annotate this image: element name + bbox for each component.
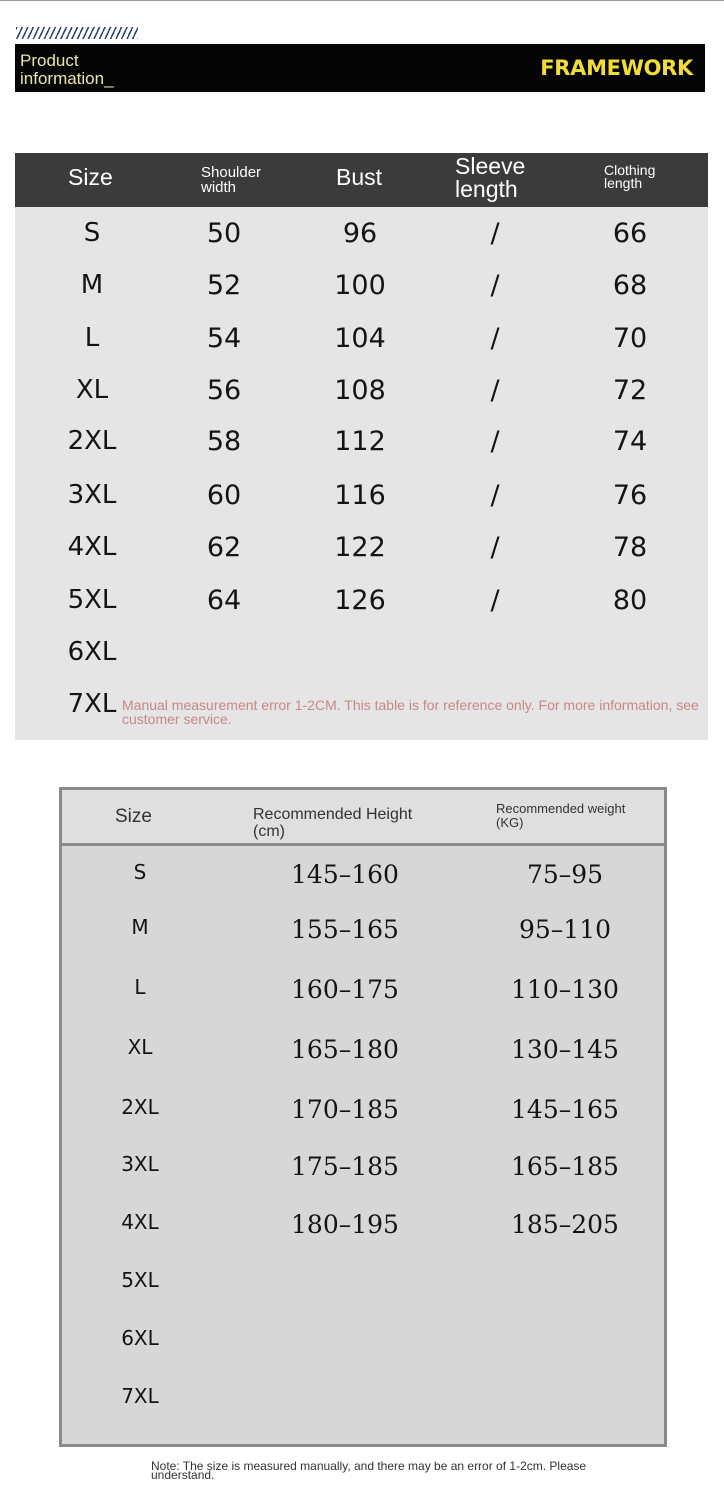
cell-shoulder: 62 <box>206 532 242 563</box>
header-sleeve-length: Sleeve length <box>455 153 526 202</box>
product-info-title: Product information_ <box>20 51 114 88</box>
cell-sleeve: / <box>490 532 500 563</box>
size-chart-table <box>15 153 708 740</box>
cell-bust: 96 <box>342 218 378 249</box>
cell-clothing: 66 <box>612 218 648 249</box>
cell-weight: 185–205 <box>511 1210 619 1239</box>
cell-height: 155–165 <box>291 915 399 944</box>
cell-shoulder: 60 <box>206 480 242 511</box>
size-chart-header <box>15 153 708 207</box>
cell-size: 4XL <box>67 532 117 562</box>
cell-height: 180–195 <box>291 1210 399 1239</box>
header-recommended-weight: Recommended weight (KG) <box>496 801 626 830</box>
cell-size: 2XL <box>121 1095 159 1119</box>
cell-weight: 75–95 <box>526 860 604 889</box>
cell-size: M <box>80 270 104 300</box>
cell-size: 5XL <box>121 1268 159 1292</box>
header-bust: Bust <box>336 164 383 190</box>
header-size: Size <box>115 806 152 827</box>
cell-shoulder: 64 <box>206 585 242 616</box>
cell-shoulder: 50 <box>206 218 242 249</box>
cell-sleeve: / <box>490 323 500 354</box>
cell-size: 7XL <box>67 689 117 719</box>
header-shoulder-width: Shoulder width <box>201 164 262 196</box>
cell-clothing: 70 <box>612 323 648 354</box>
cell-weight: 110–130 <box>511 975 619 1004</box>
cell-sleeve: / <box>490 480 500 511</box>
cell-shoulder: 58 <box>206 426 242 457</box>
cell-size: M <box>131 915 149 939</box>
header-recommended-height: Recommended Height (cm) <box>253 806 413 840</box>
cell-clothing: 78 <box>612 532 648 563</box>
cell-size: L <box>84 323 100 353</box>
measurement-note: Manual measurement error 1-2CM. This table is for reference only. For more information, see customer service. <box>122 697 699 727</box>
cell-size: 5XL <box>67 585 117 615</box>
cell-size: S <box>83 218 101 248</box>
cell-size: 3XL <box>67 480 117 510</box>
cell-size: L <box>134 975 146 999</box>
cell-sleeve: / <box>490 585 500 616</box>
header-size: Size <box>68 164 113 190</box>
cell-bust: 108 <box>334 375 386 406</box>
recommendation-header <box>62 790 664 846</box>
brand-logo-text: FRAMEWORK <box>540 56 693 80</box>
cell-bust: 104 <box>334 323 386 354</box>
cell-bust: 100 <box>334 270 386 301</box>
cell-sleeve: / <box>490 426 500 457</box>
footnote: Note: The size is measured manually, and there may be an error of 1-2cm. Please understand. <box>151 1459 587 1482</box>
cell-clothing: 74 <box>612 426 648 457</box>
cell-size: 7XL <box>121 1384 159 1408</box>
cell-shoulder: 52 <box>206 270 242 301</box>
cell-shoulder: 56 <box>206 375 242 406</box>
cell-weight: 130–145 <box>511 1035 619 1064</box>
cell-clothing: 80 <box>612 585 648 616</box>
cell-sleeve: / <box>490 375 500 406</box>
cell-bust: 116 <box>334 480 386 511</box>
cell-size: S <box>133 860 147 884</box>
cell-height: 145–160 <box>291 860 399 889</box>
cell-bust: 126 <box>334 585 386 616</box>
cell-size: 6XL <box>67 637 117 667</box>
cell-bust: 122 <box>334 532 386 563</box>
cell-shoulder: 54 <box>206 323 242 354</box>
cell-size: 6XL <box>121 1326 159 1350</box>
top-divider <box>0 0 724 1</box>
cell-height: 165–180 <box>291 1035 399 1064</box>
recommendation-table <box>59 787 667 1447</box>
cell-clothing: 68 <box>612 270 648 301</box>
cell-bust: 112 <box>334 426 386 457</box>
cell-clothing: 72 <box>612 375 648 406</box>
cell-height: 175–185 <box>291 1152 399 1181</box>
cell-size: 2XL <box>67 426 117 456</box>
cell-sleeve: / <box>490 218 500 249</box>
cell-size: 4XL <box>121 1210 159 1234</box>
cell-size: XL <box>127 1035 153 1059</box>
cell-size: 3XL <box>121 1152 159 1176</box>
cell-clothing: 76 <box>612 480 648 511</box>
cell-weight: 165–185 <box>511 1152 619 1181</box>
cell-weight: 145–165 <box>511 1095 619 1124</box>
cell-height: 160–175 <box>291 975 399 1004</box>
header-clothing-length: Clothing length <box>604 162 656 191</box>
slash-pattern-decoration <box>16 27 138 39</box>
cell-height: 170–185 <box>291 1095 399 1124</box>
cell-size: XL <box>75 375 109 405</box>
cell-sleeve: / <box>490 270 500 301</box>
header-banner <box>15 44 705 92</box>
cell-weight: 95–110 <box>518 915 612 944</box>
